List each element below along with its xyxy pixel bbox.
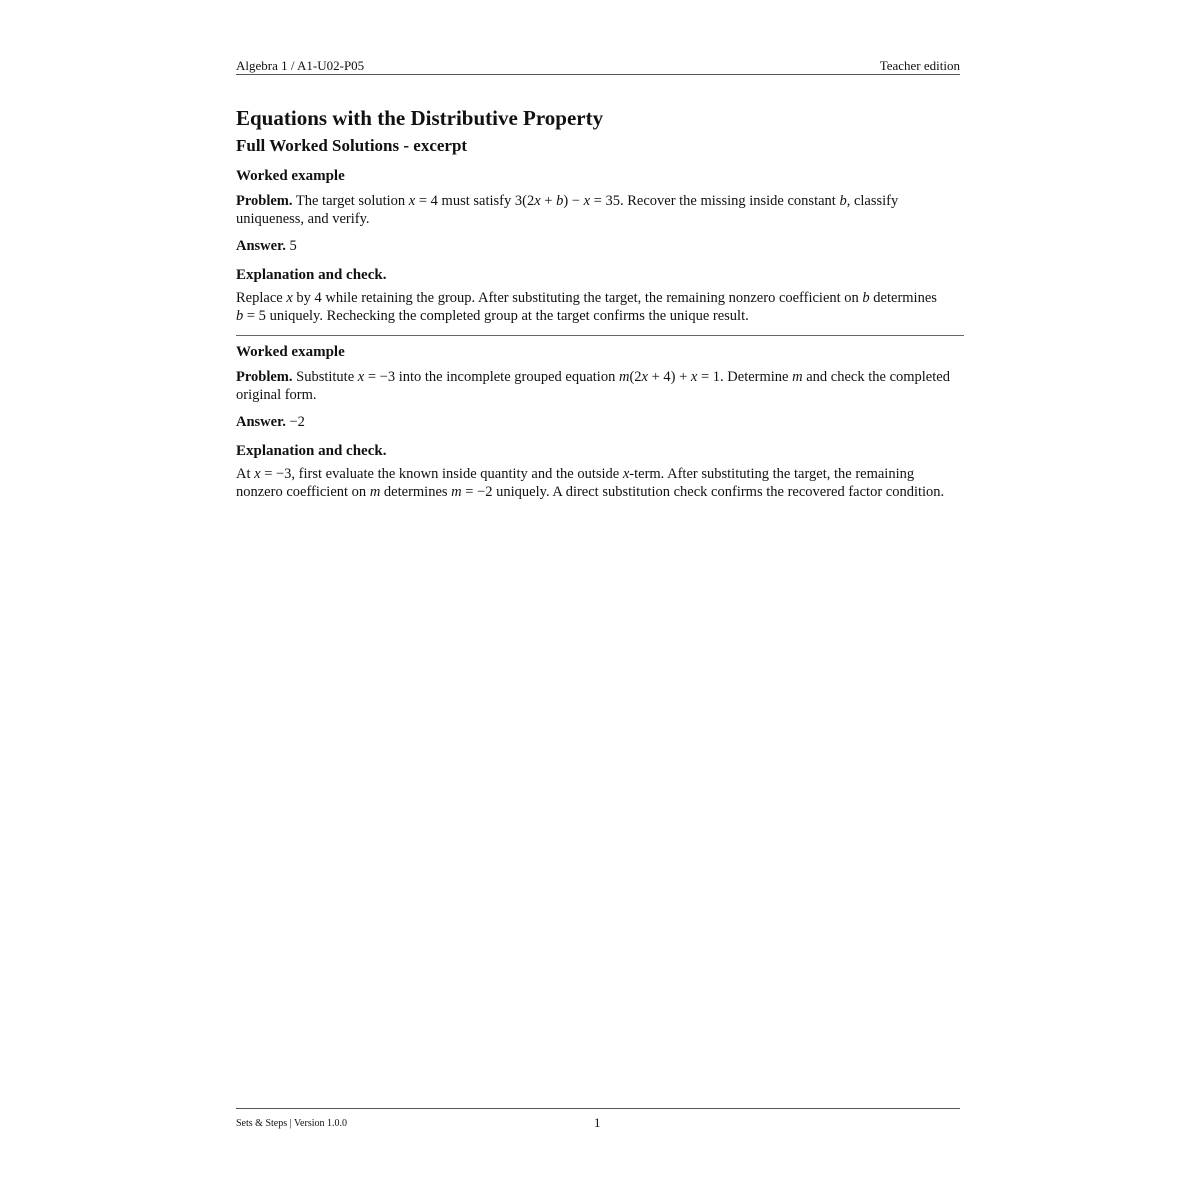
explanation-fragment: -term. After substituting the target, the remaining nonzero coefficient on [236, 466, 915, 500]
math-expression: m = −2 [451, 484, 493, 500]
problem-text: Substitute [296, 369, 355, 385]
explanation-fragment: by [296, 290, 311, 306]
math-number: 4 [314, 290, 322, 306]
answer-value: 5 [289, 238, 297, 254]
math-expression: b = 5 [236, 308, 266, 324]
math-variable: b [862, 290, 870, 306]
explanation-fragment: Replace [236, 290, 283, 306]
answer-label: Answer. [236, 414, 286, 430]
problem-text: . Determine [720, 369, 789, 385]
math-expression: x = 4 [408, 193, 438, 209]
main-content [236, 104, 964, 501]
worked-example-1 [236, 166, 964, 325]
explanation-fragment: determines [873, 290, 937, 306]
answer-line [236, 413, 964, 431]
math-equation: m(2x + 4) + x = 1 [618, 369, 721, 385]
footer-version: Sets & Steps | Version 1.0.0 [236, 1118, 347, 1129]
course-code: Algebra 1 / A1-U02-P05 [236, 58, 365, 73]
math-variable: x [622, 466, 630, 482]
problem-text: into the incomplete grouped equation [398, 369, 616, 385]
math-variable: m [792, 369, 803, 385]
answer-value: −2 [289, 414, 305, 430]
explanation-text [236, 465, 964, 501]
problem-text: , classify uniqueness, and verify. [236, 193, 899, 227]
problem-statement [236, 192, 964, 228]
math-variable: x [286, 290, 293, 306]
problem-label: Problem. [236, 193, 293, 209]
answer-label: Answer. [236, 238, 286, 254]
worked-example-2 [236, 342, 964, 501]
math-variable: b [839, 193, 847, 209]
math-expression: x = −3 [357, 369, 396, 385]
problem-text: The target solution [295, 193, 406, 209]
section-divider [236, 335, 964, 336]
math-equation: 3(2x + b) − x = 35 [514, 193, 620, 209]
explanation-fragment: determines [383, 484, 448, 500]
explanation-fragment: uniquely. Rechecking the completed group at the target confirms the unique result. [269, 308, 749, 324]
explanation-heading: Explanation and check. [236, 267, 387, 283]
running-header [236, 58, 960, 75]
answer-line [236, 237, 964, 255]
problem-text: and check the completed original form. [236, 369, 950, 403]
problem-label: Problem. [236, 369, 293, 385]
explanation-text [236, 289, 964, 325]
problem-statement [236, 368, 964, 404]
explanation-fragment: while retaining the group. After substituting the target, the remaining nonzero coefficient on [325, 290, 859, 306]
explanation-fragment: , first evaluate the known inside quantity and the outside [291, 466, 620, 482]
explanation-heading: Explanation and check. [236, 443, 387, 459]
problem-text: must satisfy [441, 193, 512, 209]
page-subtitle: Full Worked Solutions - excerpt [236, 136, 468, 155]
problem-text: . Recover the missing inside constant [619, 193, 836, 209]
explanation-fragment: uniquely. A direct substitution check confirms the recovered factor condition. [496, 484, 945, 500]
page-number: 1 [594, 1115, 601, 1130]
math-variable: m [369, 484, 381, 500]
explanation-fragment: At [236, 466, 251, 482]
math-expression: x = −3 [254, 466, 292, 482]
edition-label: Teacher edition [879, 58, 960, 73]
running-footer [236, 1108, 960, 1139]
page-title: Equations with the Distributive Property [236, 106, 604, 130]
example-heading: Worked example [236, 168, 345, 184]
example-heading: Worked example [236, 344, 345, 360]
